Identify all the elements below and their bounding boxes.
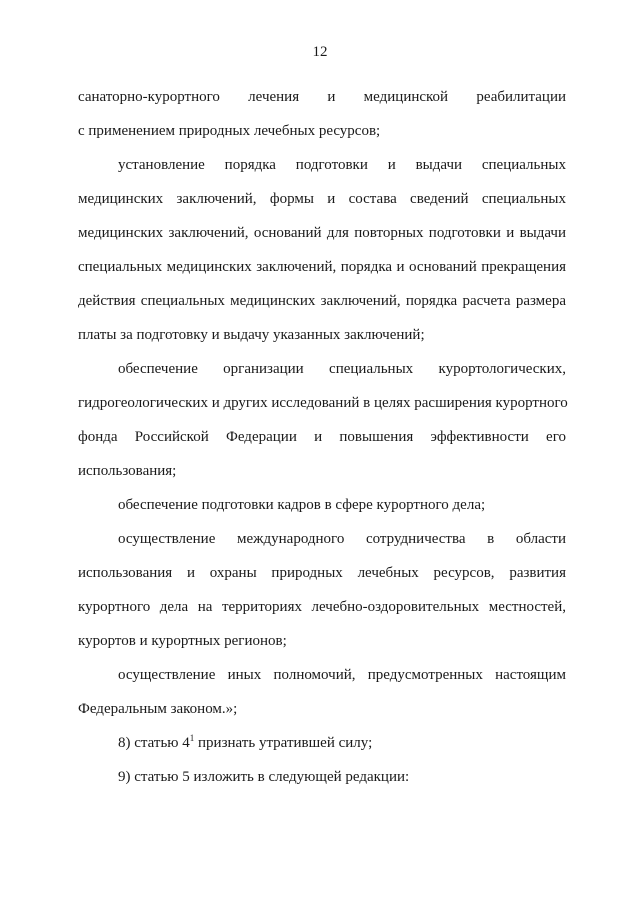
- item-8-suffix: признать утратившей силу;: [194, 735, 373, 751]
- text-line: санаторно-курортного лечения и медицинской реабилитации: [78, 89, 566, 105]
- text-line: Федеральным законом.»;: [78, 701, 238, 717]
- text-line: медицинских заключений, оснований для повторных подготовки и выдачи: [78, 225, 566, 241]
- text-line: действия специальных медицинских заключений, порядка расчета размера: [78, 293, 566, 309]
- paragraph-staff-training: [78, 488, 566, 522]
- paragraph-other-powers: [78, 658, 566, 726]
- text-line: [78, 726, 566, 760]
- text-line: использования;: [78, 463, 177, 479]
- text-line: курортного дела на территориях лечебно-оздоровительных местностей,: [78, 599, 566, 615]
- page-number: 12: [312, 44, 328, 60]
- document-body: [78, 80, 566, 794]
- text-line: осуществление международного сотрудничества в области: [118, 531, 566, 547]
- paragraph-medical-conclusions: [78, 148, 566, 352]
- paragraph-item-8: [78, 726, 566, 760]
- text-line: осуществление иных полномочий, предусмотренных настоящим: [118, 667, 566, 683]
- article-superscript: 1: [189, 733, 195, 743]
- text-line: курортов и курортных регионов;: [78, 633, 287, 649]
- text-line: обеспечение подготовки кадров в сфере курортного дела;: [118, 497, 486, 513]
- text-line: фонда Российской Федерации и повышения эффективности его: [78, 429, 566, 445]
- text-line: платы за подготовку и выдачу указанных заключений;: [78, 327, 425, 343]
- paragraph-research: [78, 352, 566, 488]
- paragraph-international-cooperation: [78, 522, 566, 658]
- paragraph-item-9: [78, 760, 566, 794]
- text-line: специальных медицинских заключений, порядка и оснований прекращения: [78, 259, 566, 275]
- text-line: 9) статью 5 изложить в следующей редакции:: [118, 769, 410, 785]
- text-line: использования и охраны природных лечебных ресурсов, развития: [78, 565, 566, 581]
- paragraph-sanatorium-continuation: [78, 80, 566, 148]
- text-line: медицинских заключений, формы и состава сведений специальных: [78, 191, 566, 207]
- item-8-prefix: 8) статью 4: [118, 735, 190, 751]
- text-line: с применением природных лечебных ресурсов;: [78, 123, 381, 139]
- text-line: гидрогеологических и других исследований в целях расширения курортного: [78, 395, 568, 411]
- text-line: установление порядка подготовки и выдачи специальных: [118, 157, 566, 173]
- text-line: обеспечение организации специальных курортологических,: [118, 361, 566, 377]
